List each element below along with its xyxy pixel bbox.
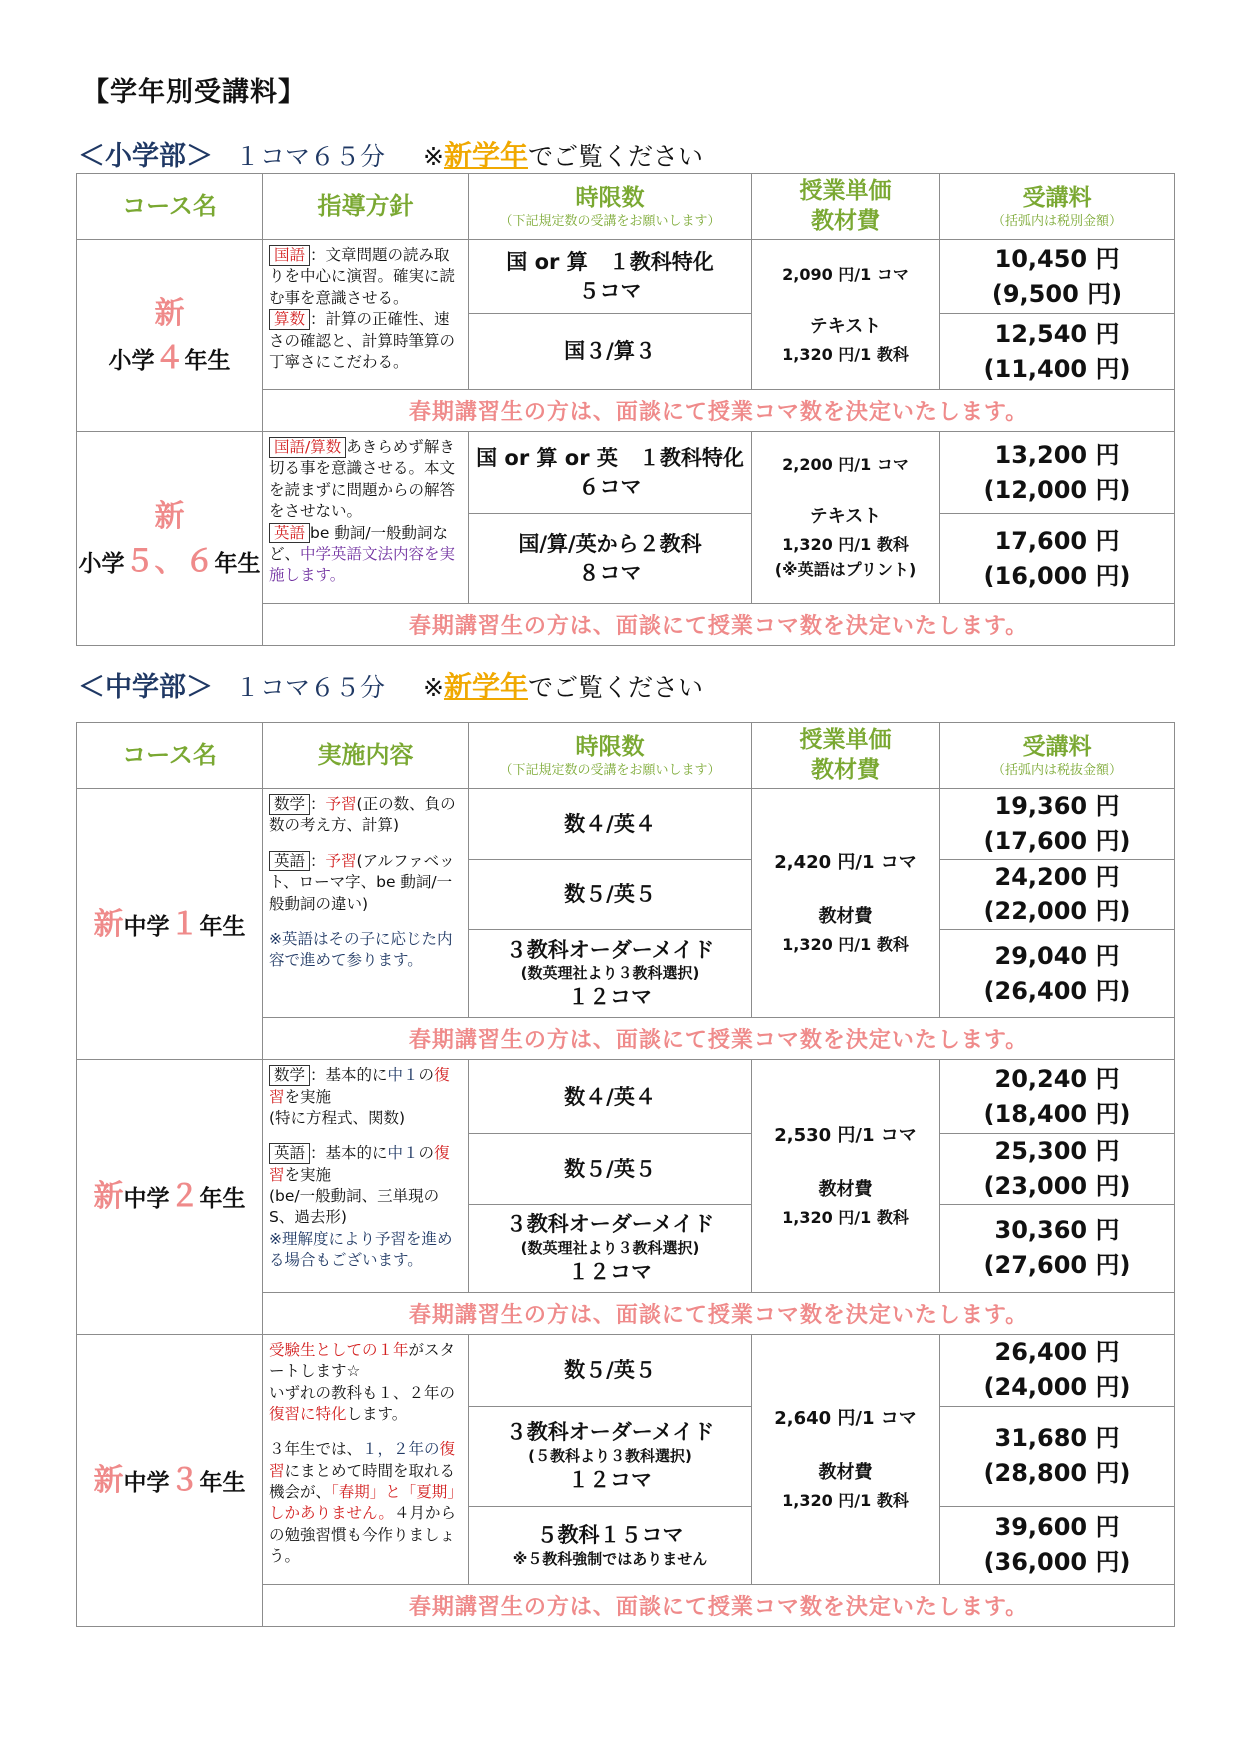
subject-tag: 国語/算数 [269, 437, 346, 458]
junior-note [423, 670, 703, 703]
table-row [77, 1060, 1175, 1134]
elementary-koma-label: １コマ６５分 [235, 142, 386, 171]
header-periods: 時限数 （下記規定数の受講をお願いします） [469, 723, 752, 789]
table-row [77, 789, 1175, 860]
period-option: 国３/算３ [469, 314, 752, 390]
fee-cell: 25,300 円 (23,000 円) [940, 1134, 1175, 1205]
junior-fee-table [76, 722, 1175, 1627]
elementary-fee-table [76, 173, 1175, 646]
table-header-row [77, 174, 1175, 240]
header-periods: 時限数 （下記規定数の受講をお願いします） [469, 174, 752, 240]
policy-cell: 国語 ：文章問題の読み取りを中心に演習。確実に読む事を意識させる。 算数 ：計算の正確性、速さの確認と、計算時筆算の丁寧さにこだわる。 [263, 240, 469, 390]
period-option: ５教科１５コマ ※５教科強制ではありません [469, 1506, 752, 1584]
note-highlight: 新学年 [443, 670, 528, 703]
table-row [77, 1334, 1175, 1406]
period-option: 数４/英４ [469, 1060, 752, 1134]
fee-cell: 26,400 円 (24,000 円) [940, 1334, 1175, 1406]
note-suffix: でご覧ください [527, 142, 703, 171]
table-row [77, 432, 1175, 514]
period-option: 国/算/英から２教科 ８コマ [469, 514, 752, 604]
header-fee: 受講料 （括弧内は税別金額） [940, 174, 1175, 240]
header-course: コース名 [77, 723, 263, 789]
period-option: 数５/英５ [469, 859, 752, 930]
period-option: 国 or 算 or 英 １教科特化 ６コマ [469, 432, 752, 514]
period-option: 数４/英４ [469, 789, 752, 860]
fee-cell: 30,360 円 (27,600 円) [940, 1204, 1175, 1292]
note-prefix: ※ [423, 673, 444, 702]
note-prefix: ※ [423, 142, 444, 171]
unit-price-cell: 2,090 円/1 コマ テキスト 1,320 円/1 教科 [752, 240, 940, 390]
fee-cell: 10,450 円 (9,500 円) [940, 240, 1175, 314]
spring-note: 春期講習生の方は、面談にて授業コマ数を決定いたします。 [263, 1584, 1175, 1626]
elementary-dept-label: ＜小学部＞ [78, 141, 213, 172]
spring-note: 春期講習生の方は、面談にて授業コマ数を決定いたします。 [263, 1292, 1175, 1334]
fee-cell: 19,360 円 (17,600 円) [940, 789, 1175, 860]
fee-cell: 24,200 円 (22,000 円) [940, 859, 1175, 930]
subject-tag: 国語 [269, 245, 310, 266]
table-row [77, 240, 1175, 314]
unit-price-cell: 2,530 円/1 コマ 教材費 1,320 円/1 教科 [752, 1060, 940, 1293]
subject-tag: 数学 [269, 794, 310, 815]
subject-tag: 英語 [269, 523, 310, 544]
header-unit-price: 授業単価 教材費 [752, 723, 940, 789]
subject-tag: 算数 [269, 309, 310, 330]
table-header-row [77, 723, 1175, 789]
content-cell: 数学 ：基本的に中１の復習を実施 (特に方程式、関数) 英語 ：基本的に中１の復習を実施 (be/一般動詞、三単現の S、過去形) ※理解度により予習を進める場合もございます。 [263, 1060, 469, 1293]
junior-section-header [78, 665, 703, 705]
junior-koma-label: １コマ６５分 [235, 673, 386, 702]
fee-cell: 17,600 円 (16,000 円) [940, 514, 1175, 604]
subject-tag: 英語 [269, 851, 310, 872]
elementary-section-header [78, 134, 703, 174]
note-highlight: 新学年 [443, 139, 528, 172]
subject-tag: 数学 [269, 1065, 310, 1086]
fee-cell: 12,540 円 (11,400 円) [940, 314, 1175, 390]
spring-note: 春期講習生の方は、面談にて授業コマ数を決定いたします。 [263, 1018, 1175, 1060]
grade-cell: 新 小学４年生 [77, 240, 263, 432]
spring-note: 春期講習生の方は、面談にて授業コマ数を決定いたします。 [263, 604, 1175, 646]
period-option: 国 or 算 １教科特化 ５コマ [469, 240, 752, 314]
grade-cell: 新中学２年生 [77, 1060, 263, 1335]
grade-cell: 新中学１年生 [77, 789, 263, 1060]
fee-cell: 29,040 円 (26,400 円) [940, 930, 1175, 1018]
unit-price-cell: 2,200 円/1 コマ テキスト 1,320 円/1 教科 (※英語はプリント) [752, 432, 940, 604]
period-option: ３教科オーダーメイド (数英理社より３教科選択) １２コマ [469, 930, 752, 1018]
header-policy: 指導方針 [263, 174, 469, 240]
fee-cell: 39,600 円 (36,000 円) [940, 1506, 1175, 1584]
header-content: 実施内容 [263, 723, 469, 789]
unit-price-cell: 2,640 円/1 コマ 教材費 1,320 円/1 教科 [752, 1334, 940, 1584]
fee-cell: 31,680 円 (28,800 円) [940, 1406, 1175, 1506]
fee-cell: 20,240 円 (18,400 円) [940, 1060, 1175, 1134]
period-option: ３教科オーダーメイド (５教科より３教科選択) １２コマ [469, 1406, 752, 1506]
grade-cell: 新中学３年生 [77, 1334, 263, 1626]
grade-cell: 新 小学５、６年生 [77, 432, 263, 646]
header-course: コース名 [77, 174, 263, 240]
note-suffix: でご覧ください [527, 673, 703, 702]
content-cell: 数学 ：予習(正の数、負の数の考え方、計算) 英語 ：予習(アルファベット、ローマ字、be 動詞/一般動詞の違い) ※英語はその子に応じた内容で進めて参ります。 [263, 789, 469, 1018]
policy-cell: 国語/算数 あきらめず解き切る事を意識させる。本文を読まずに問題からの解答をさせない。 英語 be 動詞/一般動詞など、中学英語文法内容を実施します。 [263, 432, 469, 604]
period-option: 数５/英５ [469, 1134, 752, 1205]
content-cell: 受験生としての１年がスタートします☆ いずれの教科も１、２年の復習に特化します。 ３年生では、１，２年の復習にまとめて時間を取れる機会が、「春期」と「夏期」しかありません。４月からの勉強習慣も今作りましょう。 [263, 1334, 469, 1584]
junior-dept-label: ＜中学部＞ [78, 672, 213, 703]
fee-cell: 13,200 円 (12,000 円) [940, 432, 1175, 514]
header-fee: 受講料 （括弧内は税抜金額） [940, 723, 1175, 789]
subject-tag: 英語 [269, 1143, 310, 1164]
period-option: 数５/英５ [469, 1334, 752, 1406]
period-option: ３教科オーダーメイド (数英理社より３教科選択) １２コマ [469, 1204, 752, 1292]
elementary-note [423, 139, 703, 172]
header-unit-price: 授業単価 教材費 [752, 174, 940, 240]
spring-note: 春期講習生の方は、面談にて授業コマ数を決定いたします。 [263, 390, 1175, 432]
unit-price-cell: 2,420 円/1 コマ 教材費 1,320 円/1 教科 [752, 789, 940, 1018]
page-title: 【学年別受講料】 [82, 77, 306, 108]
